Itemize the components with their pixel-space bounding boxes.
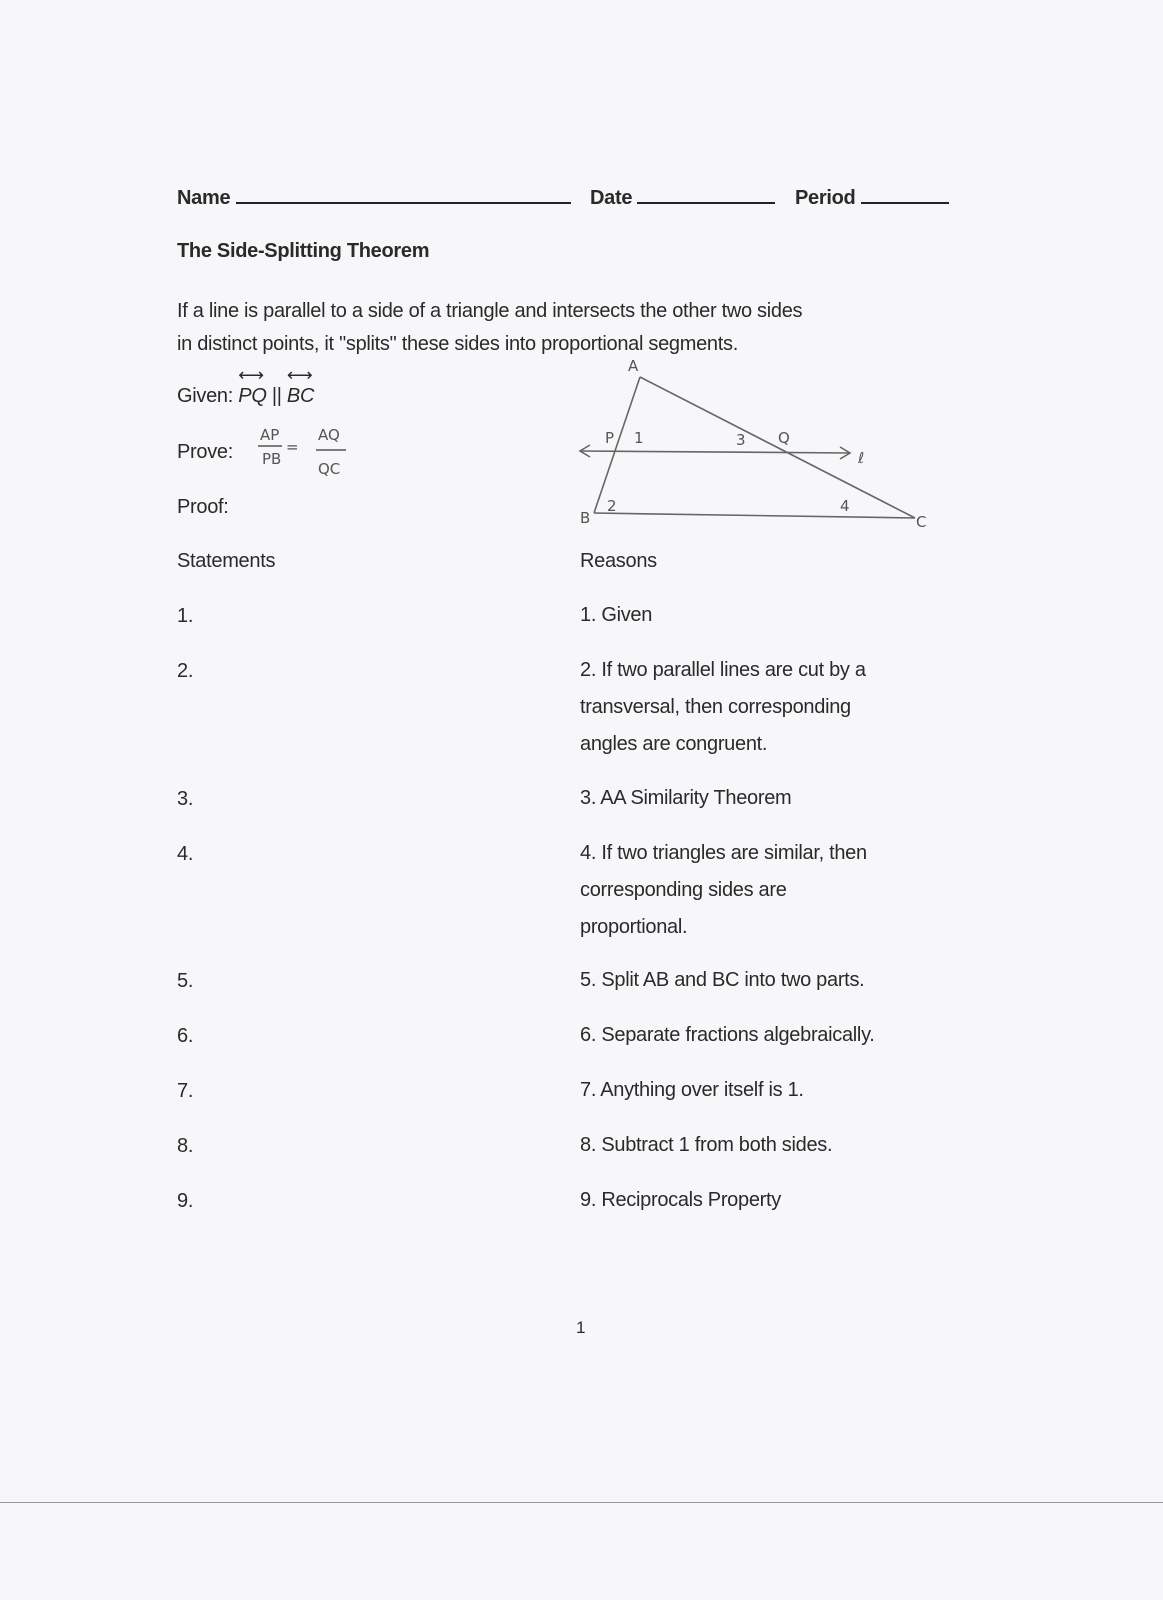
- statement-row[interactable]: 9.: [177, 1190, 194, 1212]
- triangle-diagram: [550, 355, 927, 540]
- name-label: Name: [177, 187, 231, 209]
- statement-row[interactable]: 1.: [177, 605, 194, 627]
- reason-row: 1. Given: [580, 604, 653, 626]
- reason-row: 2. If two parallel lines are cut by a transversal, then corresponding angles are congruent.: [580, 659, 866, 755]
- prove-label: Prove:: [177, 441, 234, 463]
- statement-row[interactable]: 2.: [177, 660, 194, 682]
- statement-row[interactable]: 8.: [177, 1135, 194, 1157]
- period-label: Period: [795, 187, 856, 209]
- name-field: [177, 184, 571, 210]
- date-blank[interactable]: [637, 184, 775, 204]
- reason-row: 8. Subtract 1 from both sides.: [580, 1134, 833, 1156]
- statement-row[interactable]: 4.: [177, 843, 194, 865]
- line-arrow-icon: ⟷: [286, 365, 313, 385]
- label-b: B: [580, 509, 591, 527]
- statement-row[interactable]: 3.: [177, 788, 194, 810]
- page-edge-divider: [0, 1502, 1163, 1503]
- name-blank[interactable]: [236, 184, 571, 204]
- label-angle-1: 1: [634, 429, 644, 447]
- handwritten-equals: =: [286, 438, 299, 456]
- statement-row[interactable]: 6.: [177, 1025, 194, 1047]
- page-title: The Side-Splitting Theorem: [177, 240, 430, 262]
- reason-row: 4. If two triangles are similar, then corresponding sides are proportional.: [580, 842, 867, 938]
- statement-row[interactable]: 5.: [177, 970, 194, 992]
- reason-row: 7. Anything over itself is 1.: [580, 1079, 804, 1101]
- statement-row[interactable]: 7.: [177, 1080, 194, 1102]
- reason-row: 3. AA Similarity Theorem: [580, 787, 792, 809]
- handwritten-aq: AQ: [318, 426, 340, 444]
- given-label: Given:: [177, 385, 234, 407]
- label-angle-4: 4: [840, 497, 850, 515]
- statements-header: Statements: [177, 550, 276, 572]
- reason-row: 6. Separate fractions algebraically.: [580, 1024, 875, 1046]
- reason-row: 5. Split AB and BC into two parts.: [580, 969, 865, 991]
- period-field: [795, 184, 949, 210]
- handwritten-pb: PB: [262, 450, 282, 468]
- prove-fraction: [250, 418, 370, 483]
- theorem-line: If a line is parallel to a side of a triangle and intersects the other two sides: [177, 300, 803, 322]
- handwritten-qc: QC: [318, 460, 341, 478]
- label-angle-3: 3: [736, 431, 746, 449]
- given-statement: [177, 365, 315, 408]
- reasons-header: Reasons: [580, 550, 657, 572]
- label-c: C: [916, 513, 927, 531]
- side-bc: [594, 513, 915, 518]
- date-field: [590, 184, 775, 210]
- line-pq: ⟷ PQ: [238, 365, 267, 407]
- theorem-line: in distinct points, it "splits" these sides into proportional segments.: [177, 333, 738, 355]
- period-blank[interactable]: [861, 184, 949, 204]
- theorem-statement: [177, 295, 802, 361]
- line-bc: ⟷ BC: [286, 365, 315, 407]
- label-p: P: [605, 429, 615, 447]
- date-label: Date: [590, 187, 633, 209]
- handwritten-ap: AP: [260, 426, 280, 444]
- line-arrow-icon: ⟷: [238, 365, 264, 385]
- page-number: 1: [576, 1318, 586, 1337]
- label-l: ℓ: [858, 449, 865, 467]
- reason-row: 9. Reciprocals Property: [580, 1189, 781, 1211]
- label-a: A: [628, 357, 639, 375]
- label-q: Q: [778, 429, 790, 447]
- line-l: [580, 451, 850, 453]
- label-angle-2: 2: [607, 497, 617, 515]
- parallel-symbol: ||: [271, 385, 282, 407]
- side-ac: [640, 377, 915, 518]
- proof-label: Proof:: [177, 496, 229, 518]
